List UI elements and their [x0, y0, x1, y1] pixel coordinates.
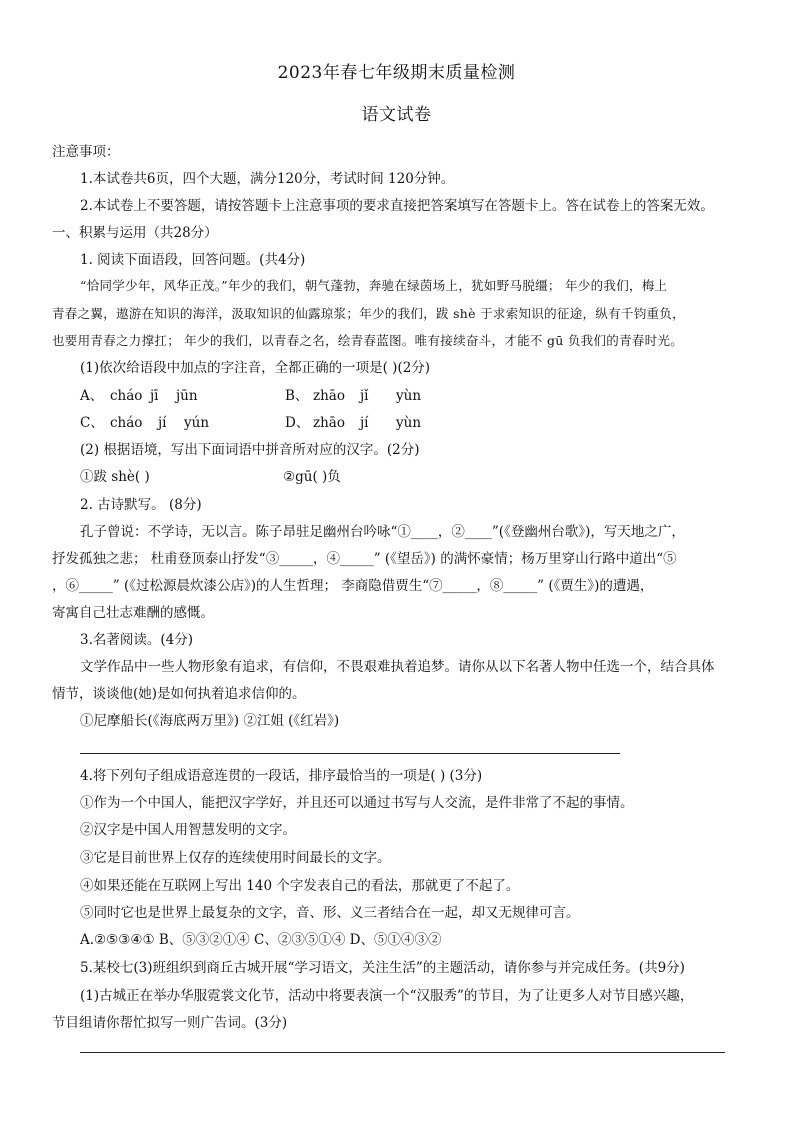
option-label: B、: [285, 388, 309, 404]
option-pinyin: jūn: [176, 388, 198, 404]
option-pinyin: yún: [184, 415, 210, 431]
option-label: C、: [80, 415, 104, 431]
option-pinyin: jí: [158, 415, 167, 431]
answer-line: [80, 753, 620, 754]
q4-options: A.②⑤③④① B、⑤③②①④ C、②③⑤①④ D、⑤①④③②: [80, 932, 442, 948]
q5-prompt: 5.某校七(3)班组织到商丘古城开展“学习语文，关注生活”的主题活动，请你参与并完成任务。(共9分): [80, 960, 685, 976]
q1-prompt: 1. 阅读下面语段，回答问题。(共4分): [80, 252, 306, 268]
option-pinyin: yùn: [396, 415, 422, 431]
q3-prompt: 3.名著阅读。(4分): [80, 632, 194, 648]
q3-choices: ①尼摩船长(《海底两万里》) ②江姐 (《红岩》): [80, 713, 340, 729]
q4-sentence: ⑤同时它也是世界上最复杂的文字，音、形、义三者结合在一起，却又无规律可言。: [80, 905, 580, 921]
option-pinyin: yùn: [396, 388, 422, 404]
option-pinyin: jǐ: [360, 388, 369, 404]
option-label: D、: [285, 415, 310, 431]
q3-line: 情节，谈谈他(她)是如何执着追求信仰的。: [52, 686, 306, 702]
notice-item-2: 2.本试卷上不要答题，请按答题卡上注意事项的要求直接把答案填写在答题卡上。答在试卷上的答案无效。: [80, 198, 714, 214]
q2-line: 寄寓自己壮志难酬的感慨。: [52, 605, 214, 621]
q1-passage-line: 青春之翼，遨游在知识的海洋，汲取知识的仙露琼浆；年少的我们，跋 shè 于求索知识的征途，纵有千钧重负，: [52, 306, 685, 321]
option-pinyin: cháo: [110, 388, 143, 404]
q4-sentence: ②汉字是中国人用智慧发明的文字。: [80, 822, 296, 838]
q3-line: 文学作品中一些人物形象有追求，有信仰，不畏艰难执着追梦。请你从以下名著人物中任选一个，结合具体: [80, 659, 715, 675]
q5-line: (1)古城正在举办华服霓裳文化节，活动中将要表演一个“汉服秀”的节目，为了让更多人对节目感兴趣，: [80, 988, 694, 1004]
option-pinyin: jī: [150, 388, 159, 404]
q2-line: 抒发孤独之悲； 杜甫登顶泰山抒发“③_____，④_____” (《望岳》) 的满怀豪情；杨万里穿山行路中道出“⑤: [52, 551, 677, 567]
section-heading: 一、积累与运用（共28分）: [52, 225, 218, 241]
q1-blank-2: ②gū( )负: [283, 469, 341, 485]
q2-line: ，⑥_____” (《过松源晨炊漆公店》)的人生哲理； 李商隐借贾生“⑦_____，⑧_____” (《贾生》)的遭遇，: [52, 578, 654, 594]
q1-passage-line: 也要用青春之力撑扛； 年少的我们，以青春之名，绘青春蓝图。唯有接续奋斗，才能不 gū 负我们的青春时光。: [52, 333, 684, 348]
option-pinyin: zhāo: [313, 388, 345, 404]
q2-prompt: 2. 古诗默写。 (8分): [80, 497, 202, 513]
q4-prompt: 4.将下列句子组成语意连贯的一段话，排序最恰当的一项是( ) (3分): [80, 768, 483, 784]
q1-sub1: (1)依次给语段中加点的字注音，全都正确的一项是( )(2分): [80, 360, 431, 376]
notice-item-1: 1.本试卷共6页，四个大题，满分120分，考试时间 120分钟。: [80, 171, 455, 187]
q4-sentence: ③它是目前世界上仅存的连续使用时间最长的文字。: [80, 850, 391, 866]
option-pinyin: zhāo: [313, 415, 345, 431]
notice-heading: 注意事项：: [52, 144, 120, 160]
option-label: A、: [80, 388, 104, 404]
q1-sub2: (2) 根据语境，写出下面词语中拼音所对应的汉字。(2分): [80, 442, 420, 458]
option-pinyin: cháo: [110, 415, 143, 431]
q4-sentence: ①作为一个中国人，能把汉字学好，并且还可以通过书写与人交流，是件非常了不起的事情。: [80, 795, 634, 811]
q2-line: 孔子曾说：不学诗，无以言。陈子昂驻足幽州台吟咏“①____，②____”(《登幽州台歌》)，写天地之广，: [80, 524, 685, 540]
q1-blank-1: ①跋 shè( ): [80, 469, 150, 485]
answer-line: [80, 1052, 725, 1053]
q5-line: 节目组请你帮忙拟写一则广告词。(3分): [52, 1015, 288, 1031]
q4-sentence: ④如果还能在互联网上写出 140 个字发表自己的看法，那就更了不起了。: [80, 878, 520, 894]
exam-subtitle: 语文试卷: [361, 105, 432, 125]
option-pinyin: jí: [360, 415, 369, 431]
q1-passage-line: “恰同学少年，风华正茂。”年少的我们，朝气蓬勃，奔驰在绿茵场上，犹如野马脱缰； 年少的我们，梅上: [80, 278, 668, 293]
exam-title: 2023年春七年级期末质量检测: [277, 63, 516, 83]
